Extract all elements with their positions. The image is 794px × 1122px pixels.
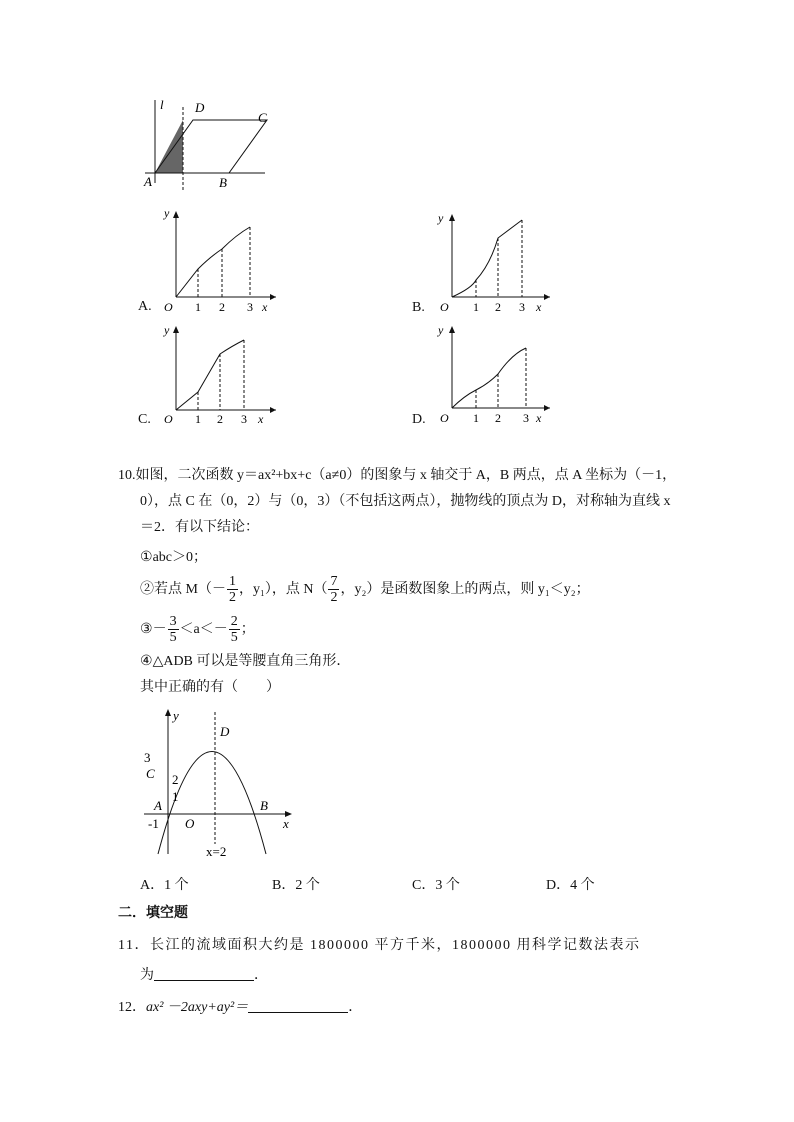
option-c-label: C. (138, 412, 151, 427)
svg-text:2: 2 (217, 412, 223, 426)
svg-text:x: x (536, 300, 542, 314)
label-C: C (258, 110, 267, 125)
svg-text:2: 2 (495, 300, 501, 314)
svg-text:1: 1 (473, 300, 479, 314)
option-graph-c[interactable] (138, 322, 278, 432)
svg-text:-1: -1 (148, 816, 159, 831)
graph-c (158, 322, 278, 432)
option-graph-a[interactable] (138, 205, 278, 315)
svg-text:O: O (164, 300, 173, 314)
q10-ask: 其中正确的有（ ） (140, 680, 280, 695)
q10-conclusion-4: ④△ADB 可以是等腰直角三角形． (140, 654, 351, 669)
option-graph-b[interactable] (412, 210, 552, 320)
q11-line2: 为 ． (140, 968, 268, 983)
svg-text:2: 2 (172, 772, 179, 787)
section-title: 二．填空题 (118, 906, 188, 921)
svg-text:1: 1 (473, 411, 479, 425)
svg-text:O: O (164, 412, 173, 426)
option-graph-d[interactable] (412, 322, 552, 432)
q10-option-b[interactable]: B．2 个 (272, 878, 320, 893)
svg-text:3: 3 (523, 411, 529, 425)
svg-text:x: x (536, 411, 542, 425)
svg-text:1: 1 (195, 300, 201, 314)
svg-text:x: x (283, 816, 289, 831)
svg-text:2: 2 (219, 300, 225, 314)
graph-b (432, 210, 552, 320)
q10-conclusion-3: ③－ $\frac{3}{5}$ ＜a＜－ $\frac{2}{5}$ ； (140, 614, 255, 646)
svg-text:O: O (440, 411, 449, 425)
svg-text:3: 3 (247, 300, 253, 314)
graph-a (158, 205, 278, 315)
svg-text:1: 1 (172, 789, 179, 804)
svg-text:x: x (262, 300, 268, 314)
q12-answer-blank[interactable] (248, 998, 348, 1013)
svg-text:O: O (185, 816, 195, 831)
option-d-label: D. (412, 412, 426, 427)
option-b-label: B. (412, 300, 425, 315)
graph-d (432, 322, 552, 432)
svg-text:A: A (154, 798, 162, 813)
label-l: l (160, 97, 164, 112)
q11-line1: 11．长江的流域面积大约是 1800000 平方千米，1800000 用科学记数法表示 (118, 938, 641, 953)
q10-line2: 0），点 C 在（0，2）与（0，3）（不包括这两点），抛物线的顶点为 D，对称轴为直线 x (140, 494, 671, 509)
q10-option-d[interactable]: D．4 个 (546, 878, 595, 893)
svg-text:B: B (260, 798, 268, 813)
svg-text:3: 3 (144, 750, 151, 765)
svg-text:x: x (258, 412, 264, 426)
q10-option-a[interactable]: A．1 个 (140, 878, 189, 893)
label-D: D (195, 100, 205, 115)
svg-text:3: 3 (241, 412, 247, 426)
label-A: A (144, 174, 152, 189)
svg-text:y: y (164, 206, 170, 220)
svg-text:y: y (438, 323, 444, 337)
svg-text:y: y (164, 323, 170, 337)
option-a-label: A. (138, 299, 152, 314)
svg-text:O: O (440, 300, 449, 314)
svg-text:1: 1 (195, 412, 201, 426)
q10-line1: 10.如图，二次函数 y＝ax²+bx+c（a≠0）的图象与 x 轴交于 A，B 两点，点 A 坐标为（－1， (118, 468, 677, 483)
q10-line3: ＝2．有以下结论： (140, 520, 259, 535)
svg-text:x=2: x=2 (206, 844, 227, 859)
parallelogram-figure (140, 95, 280, 195)
svg-text:y: y (438, 211, 444, 225)
q10-conclusion-2: ②若点 M（－ $\frac{1}{2}$ ，y₁），点 N（ $\frac{7}{2}$ ，y₂）是函数图象上的两点，则 y₁＜y₂； (140, 574, 590, 606)
q10-option-c[interactable]: C．3 个 (412, 878, 460, 893)
svg-text:y: y (173, 708, 179, 723)
svg-text:C: C (146, 766, 155, 781)
q11-answer-blank[interactable] (154, 966, 254, 981)
label-B: B (219, 175, 227, 190)
svg-text:2: 2 (495, 411, 501, 425)
svg-text:D: D (220, 724, 230, 739)
q12-line: 12．ax² －2axy+ay²＝ ． (118, 1000, 363, 1015)
q10-conclusion-1: ①abc＞0； (140, 550, 207, 565)
svg-text:3: 3 (519, 300, 525, 314)
parabola-figure (140, 704, 310, 864)
